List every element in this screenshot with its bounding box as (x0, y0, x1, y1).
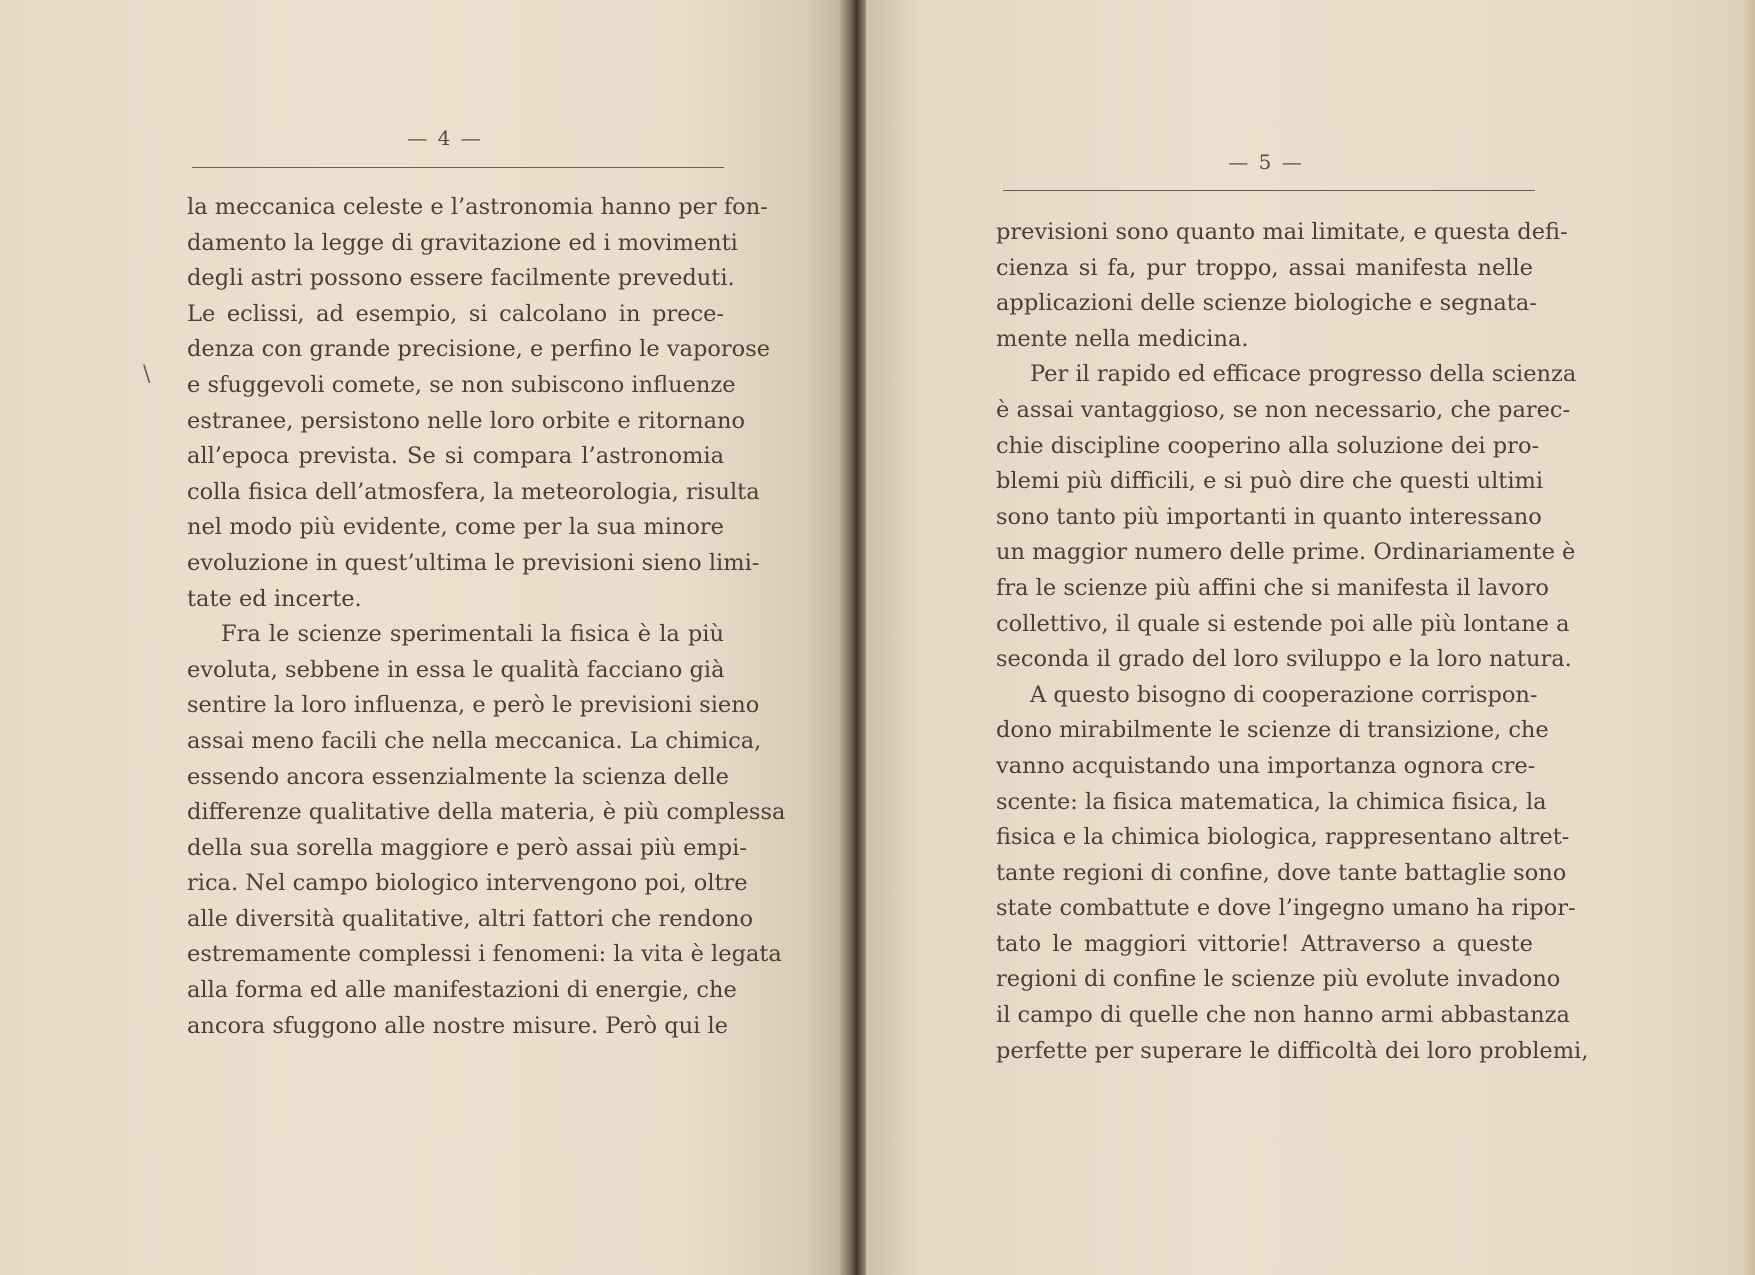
text-line: è assai vantaggioso, se non necessario, che parec- (996, 396, 1571, 423)
text-line: all’epoca prevista. Se si compara l’astronomia (187, 443, 724, 470)
text-line: perfette per superare le difficoltà dei loro problemi, (996, 1037, 1589, 1064)
text-line: ancora sfuggono alle nostre misure. Però qui le (187, 1012, 728, 1039)
text-line: differenze qualitative della materia, è più complessa (187, 799, 786, 826)
text-line: e sfuggevoli comete, se non subiscono influenze (187, 371, 736, 398)
text-line: mente nella medicina. (996, 325, 1249, 352)
text-line: della sua sorella maggiore e però assai più empi- (187, 834, 747, 861)
text-line: estranee, persistono nelle loro orbite e ritornano (187, 407, 746, 434)
left-page-number: — 4 — (407, 126, 483, 150)
text-line: Fra le scienze sperimentali la fisica è la più (221, 621, 724, 648)
text-line: estremamente complessi i fenomeni: la vita è legata (187, 941, 782, 968)
text-line: essendo ancora essenzialmente la scienza delle (187, 763, 729, 790)
left-page (0, 0, 848, 1275)
right-page-number: — 5 — (1228, 150, 1304, 174)
text-line: tate ed incerte. (187, 585, 362, 612)
text-line: blemi più difficili, e si può dire che questi ultimi (996, 468, 1544, 495)
text-line: fisica e la chimica biologica, rappresentano altret- (996, 824, 1570, 851)
text-line: dono mirabilmente le scienze di transizione, che (996, 717, 1549, 744)
text-line: cienza si fa, pur troppo, assai manifesta nelle (996, 254, 1533, 281)
text-line: Per il rapido ed efficace progresso della scienza (1030, 361, 1577, 388)
text-line: degli astri possono essere facilmente preveduti. (187, 265, 735, 292)
text-line: alle diversità qualitative, altri fattori che rendono (187, 905, 754, 932)
text-line: sono tanto più importanti in quanto interessano (996, 503, 1542, 530)
text-line: collettivo, il quale si estende poi alle più lontane a (996, 610, 1570, 637)
text-line: chie discipline cooperino alla soluzione dei pro- (996, 432, 1540, 459)
text-line: scente: la fisica matematica, la chimica fisica, la (996, 788, 1547, 815)
text-line: A questo bisogno di cooperazione corrispon- (1030, 681, 1538, 708)
text-line: state combattute e dove l’ingegno umano ha ripor- (996, 895, 1576, 922)
text-line: fra le scienze più affini che si manifesta il lavoro (996, 574, 1549, 601)
right-header-rule (1003, 190, 1535, 191)
text-line: la meccanica celeste e l’astronomia hanno per fon- (187, 194, 768, 220)
text-line: seconda il grado del loro sviluppo e la loro natura. (996, 646, 1572, 673)
text-line: evoluzione in quest’ultima le previsioni sieno limi- (187, 549, 760, 576)
text-line: nel modo più evidente, come per la sua minore (187, 514, 724, 541)
right-page-edge (1741, 0, 1755, 1275)
text-line: sentire la loro influenza, e però le previsioni sieno (187, 692, 760, 719)
text-line: assai meno facili che nella meccanica. La chimica, (187, 727, 762, 754)
text-line: regioni di confine le scienze più evolute invadono (996, 966, 1561, 993)
text-line: rica. Nel campo biologico intervengono poi, oltre (187, 870, 748, 897)
text-line: vanno acquistando una importanza ognora cre- (996, 752, 1536, 779)
margin-mark: \ (143, 362, 151, 387)
text-line: tante regioni di confine, dove tante battaglie sono (996, 859, 1567, 886)
text-line: applicazioni delle scienze biologiche e segnata- (996, 290, 1537, 317)
text-line: damento la legge di gravitazione ed i movimenti (187, 229, 738, 256)
text-line: tato le maggiori vittorie! Attraverso a queste (996, 930, 1533, 957)
right-page (866, 0, 1755, 1275)
text-line: evoluta, sebbene in essa le qualità facciano già (187, 656, 725, 683)
text-line: previsioni sono quanto mai limitate, e questa defi- (996, 219, 1568, 245)
left-header-rule (192, 167, 724, 168)
left-page-body (187, 190, 786, 1044)
text-line: denza con grande precisione, e perfino le vaporose (187, 336, 771, 363)
text-line: il campo di quelle che non hanno armi abbastanza (996, 1002, 1570, 1029)
text-line: un maggior numero delle prime. Ordinariamente è (996, 539, 1576, 566)
text-line: alla forma ed alle manifestazioni di energie, che (187, 977, 737, 1004)
text-line: Le eclissi, ad esempio, si calcolano in prece- (187, 300, 724, 327)
right-page-body (996, 215, 1589, 1069)
text-line: colla fisica dell’atmosfera, la meteorologia, risulta (187, 478, 760, 505)
